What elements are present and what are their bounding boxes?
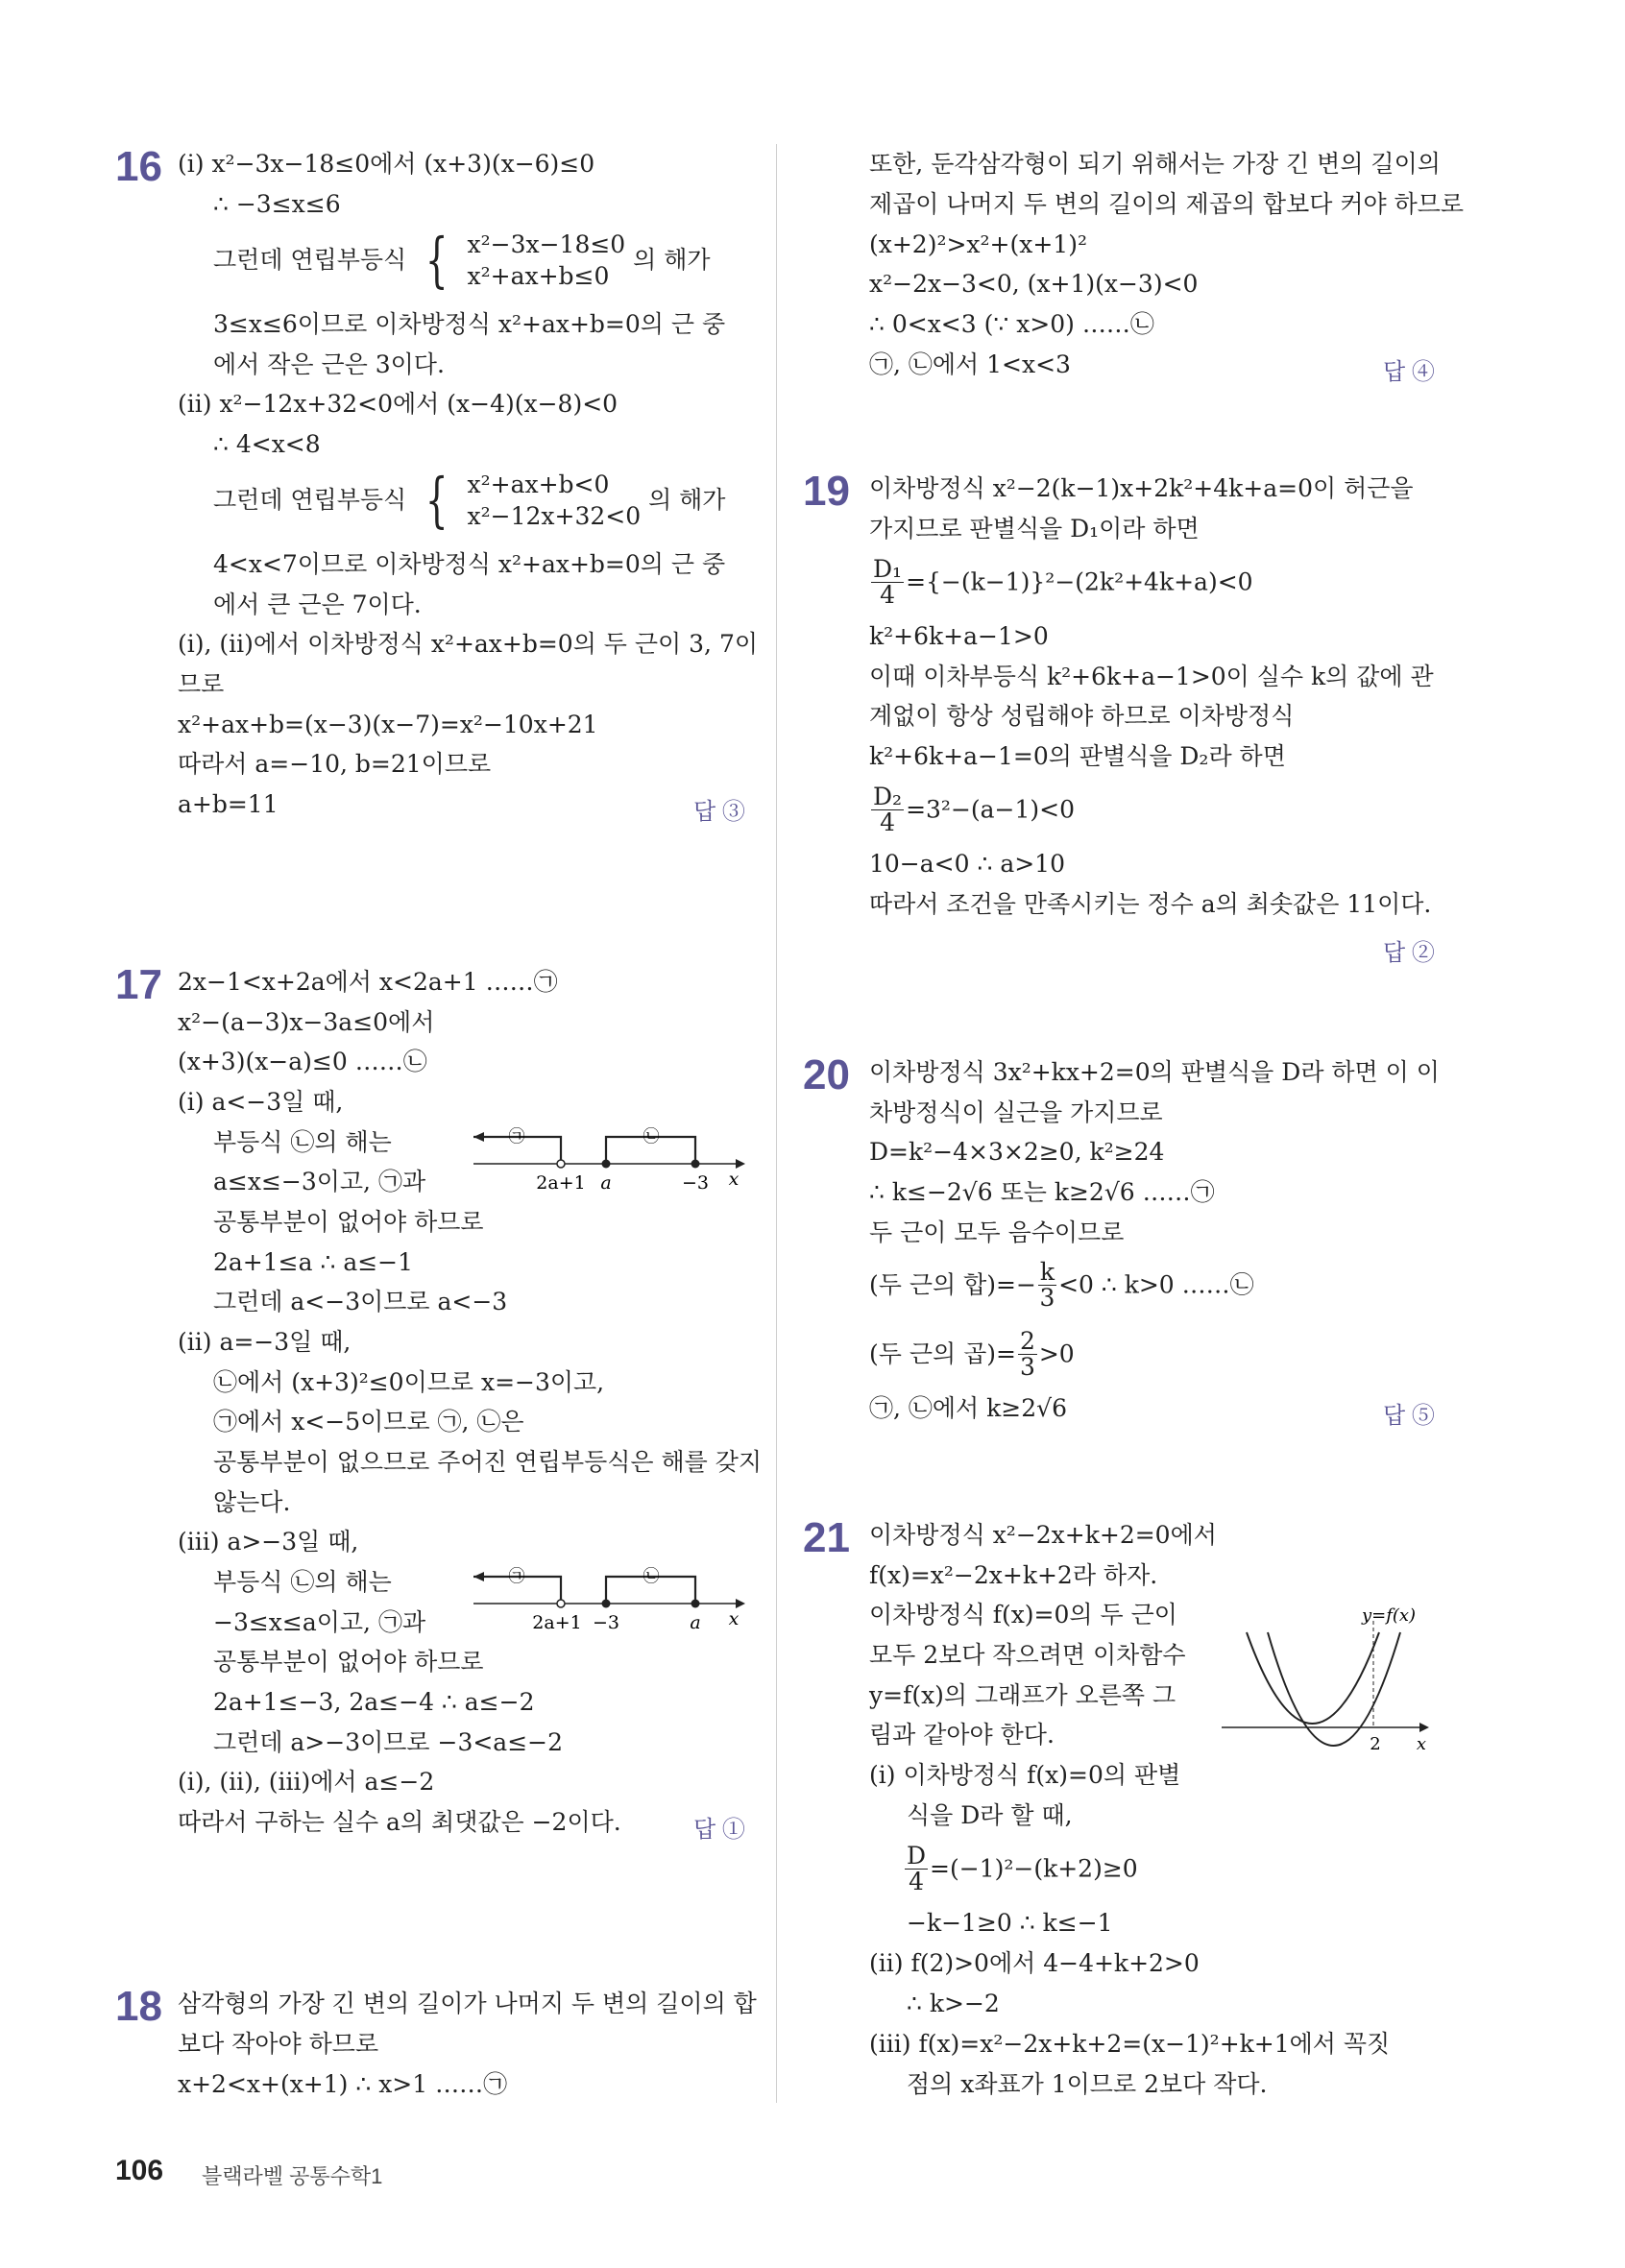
problem-16-line: (ⅰ), (ⅱ)에서 이차방정식 x²+ax+b=0의 두 근이 3, 7이 bbox=[178, 630, 759, 658]
tick-label: a bbox=[600, 1172, 612, 1194]
problem-16-number: 16 bbox=[115, 143, 162, 190]
tick-label: 2 bbox=[1370, 1734, 1381, 1754]
system-row: x²−3x−18≤0 bbox=[467, 230, 626, 258]
page-number: 106 bbox=[115, 2155, 164, 2186]
denominator: 3 bbox=[1039, 1284, 1055, 1312]
problem-16-answer: 답 ③ bbox=[693, 799, 745, 825]
problem-21-line: (ⅲ) f(x)=x²−2x+k+2=(x−1)²+k+1에서 꼭짓 bbox=[869, 2030, 1391, 2058]
numerator: 2 bbox=[1019, 1327, 1035, 1355]
parabola-graph bbox=[1218, 1594, 1439, 1767]
region-2-mark: ㉡ bbox=[643, 1567, 660, 1586]
problem-17-line: a≤x≤−3이고, ㉠과 bbox=[213, 1168, 426, 1195]
problem-20-answer: 답 ⑤ bbox=[1383, 1403, 1435, 1429]
problem-18-line: ∴ 0<x<3 (∵ x>0) ……㉡ bbox=[869, 310, 1154, 338]
problem-16-line: 3≤x≤6이므로 이차방정식 x²+ax+b=0의 근 중 bbox=[213, 310, 726, 338]
tick-label: −3 bbox=[592, 1612, 620, 1633]
region-1-arrow bbox=[473, 1132, 484, 1142]
problem-17-line: 않는다. bbox=[213, 1488, 291, 1516]
problem-19-line: 가지므로 판별식을 D₁이라 하면 bbox=[869, 515, 1200, 543]
numerator: D₂ bbox=[873, 783, 903, 810]
numerator: D bbox=[907, 1842, 927, 1870]
problem-19-line: 이차방정식 x²−2(k−1)x+2k²+4k+a=0이 허근을 bbox=[869, 474, 1414, 502]
region-1-arrow bbox=[473, 1572, 484, 1581]
region-2-mark: ㉡ bbox=[643, 1127, 660, 1146]
problem-16-line: 에서 큰 근은 7이다. bbox=[213, 591, 422, 618]
problem-20-line: ㉠, ㉡에서 k≥2√6 bbox=[869, 1394, 1067, 1422]
problem-19-line: 따라서 조건을 만족시키는 정수 a의 최솟값은 11이다. bbox=[869, 890, 1432, 918]
problem-21-line: (ⅱ) f(2)>0에서 4−4+k+2>0 bbox=[869, 1949, 1200, 1977]
problem-17-line: 공통부분이 없어야 하므로 bbox=[213, 1208, 484, 1236]
problem-18-line: (x+2)²>x²+(x+1)² bbox=[869, 230, 1087, 258]
problem-18-line: x+2<x+(x+1) ∴ x>1 ……㉠ bbox=[178, 2070, 508, 2098]
problem-17-line: 따라서 구하는 실수 a의 최댓값은 −2이다. bbox=[178, 1808, 621, 1836]
problem-16-line: ∴ 4<x<8 bbox=[213, 430, 321, 458]
closed-point bbox=[691, 1160, 700, 1169]
problem-17-line: 2a+1≤−3, 2a≤−4 ∴ a≤−2 bbox=[213, 1688, 535, 1716]
problem-17-line: 2x−1<x+2a에서 x<2a+1 ……㉠ bbox=[178, 968, 558, 996]
text: (두 근의 곱)= bbox=[869, 1339, 1016, 1368]
problem-21-fraction-line bbox=[903, 1844, 1138, 1894]
column-divider bbox=[776, 144, 777, 2103]
text: 의 해가 bbox=[648, 486, 726, 514]
system bbox=[468, 229, 626, 292]
problem-20-number: 20 bbox=[803, 1051, 850, 1098]
problem-17-line: x²−(a−3)x−3a≤0에서 bbox=[178, 1008, 435, 1036]
fraction bbox=[1038, 1260, 1056, 1311]
tick-label: −3 bbox=[681, 1172, 710, 1194]
text: ={−(k−1)}²−(2k²+4k+a)<0 bbox=[906, 567, 1253, 596]
problem-21-number: 21 bbox=[803, 1514, 850, 1561]
problem-16-line: x²+ax+b=(x−3)(x−7)=x²−10x+21 bbox=[178, 711, 598, 738]
problem-21-line: (ⅰ) 이차방정식 f(x)=0의 판별 bbox=[869, 1761, 1181, 1789]
number-line-figure-1 bbox=[469, 1122, 747, 1194]
text: (두 근의 합)=− bbox=[869, 1270, 1036, 1299]
problem-16-system-line bbox=[213, 465, 726, 535]
axis-label: x bbox=[1416, 1734, 1427, 1754]
brace: { bbox=[425, 465, 449, 535]
problem-17-line: −3≤x≤a이고, ㉠과 bbox=[213, 1608, 426, 1636]
text: 그런데 연립부등식 bbox=[213, 246, 407, 274]
text: 그런데 연립부등식 bbox=[213, 486, 407, 514]
problem-17-line: 부등식 ㉡의 해는 bbox=[213, 1568, 392, 1596]
problem-17-line: 공통부분이 없어야 하므로 bbox=[213, 1648, 484, 1676]
problem-16-system-line bbox=[213, 225, 711, 295]
problem-20-fraction-line bbox=[869, 1260, 1254, 1311]
problem-19-line: 계없이 항상 성립해야 하므로 이차방정식 bbox=[869, 702, 1295, 730]
denominator: 3 bbox=[1019, 1353, 1035, 1381]
problem-20-line: 두 근이 모두 음수이므로 bbox=[869, 1218, 1125, 1246]
brace: { bbox=[425, 225, 449, 295]
problem-17-line: 그런데 a>−3이므로 −3<a≤−2 bbox=[213, 1728, 564, 1756]
problem-21-line: 림과 같아야 한다. bbox=[869, 1721, 1055, 1749]
closed-point bbox=[691, 1600, 700, 1608]
tick-label: a bbox=[690, 1612, 701, 1633]
problem-21-line: −k−1≥0 ∴ k≤−1 bbox=[907, 1909, 1113, 1937]
problem-18-answer: 답 ④ bbox=[1383, 359, 1435, 385]
problem-20-line: ∴ k≤−2√6 또는 k≥2√6 ……㉠ bbox=[869, 1178, 1215, 1206]
region-1-mark: ㉠ bbox=[508, 1567, 525, 1586]
problem-18-number: 18 bbox=[115, 1983, 162, 2030]
denominator: 4 bbox=[880, 581, 895, 609]
axis-arrow bbox=[736, 1159, 745, 1169]
axis-label: x bbox=[728, 1608, 740, 1629]
text: =(−1)²−(k+2)≥0 bbox=[930, 1854, 1138, 1883]
problem-21-line: 이차방정식 f(x)=0의 두 근이 bbox=[869, 1601, 1177, 1629]
problem-17-number: 17 bbox=[115, 961, 162, 1008]
curve-label: y=f(x) bbox=[1361, 1605, 1417, 1626]
tick-label: 2a+1 bbox=[536, 1172, 586, 1194]
text: <0 ∴ k>0 ……㉡ bbox=[1058, 1270, 1254, 1299]
problem-19-line: k²+6k+a−1=0의 판별식을 D₂라 하면 bbox=[869, 742, 1286, 770]
problem-17-line: (ⅰ) a<−3일 때, bbox=[178, 1088, 344, 1116]
book-title: 블랙라벨 공통수학1 bbox=[202, 2164, 383, 2188]
problem-17-line: (ⅱ) a=−3일 때, bbox=[178, 1328, 352, 1356]
parabola-curve bbox=[1247, 1632, 1379, 1724]
problem-21-line: 점의 x좌표가 1이므로 2보다 작다. bbox=[907, 2070, 1268, 2098]
problem-16-line: 4<x<7이므로 이차방정식 x²+ax+b=0의 근 중 bbox=[213, 550, 726, 578]
open-point bbox=[557, 1600, 565, 1607]
text: 의 해가 bbox=[633, 246, 711, 274]
problem-17-line: ㉠에서 x<−5이므로 ㉠, ㉡은 bbox=[213, 1408, 524, 1436]
axis-arrow bbox=[736, 1599, 745, 1608]
text: =3²−(a−1)<0 bbox=[906, 795, 1076, 824]
problem-19-number: 19 bbox=[803, 468, 850, 515]
problem-16-line: 에서 작은 근은 3이다. bbox=[213, 350, 445, 378]
problem-18-line: ㉠, ㉡에서 1<x<3 bbox=[869, 350, 1071, 378]
problem-19-line: k²+6k+a−1>0 bbox=[869, 622, 1049, 650]
system-row: x²+ax+b≤0 bbox=[467, 262, 610, 290]
denominator: 4 bbox=[909, 1868, 924, 1895]
problem-19-answer: 답 ② bbox=[1383, 940, 1435, 966]
system bbox=[468, 469, 642, 532]
problem-17-line: (ⅲ) a>−3일 때, bbox=[178, 1528, 359, 1556]
x-axis-arrow bbox=[1419, 1723, 1429, 1732]
problem-21-line: 모두 2보다 작으려면 이차함수 bbox=[869, 1641, 1186, 1669]
numerator: k bbox=[1039, 1258, 1055, 1286]
problem-17-line: 2a+1≤a ∴ a≤−1 bbox=[213, 1248, 414, 1276]
closed-point bbox=[602, 1600, 611, 1608]
region-1-mark: ㉠ bbox=[508, 1127, 525, 1146]
problem-16-line: (ⅱ) x²−12x+32<0에서 (x−4)(x−8)<0 bbox=[178, 390, 618, 418]
problem-17-line: ㉡에서 (x+3)²≤0이므로 x=−3이고, bbox=[213, 1368, 605, 1396]
parabola-curve bbox=[1268, 1632, 1400, 1746]
problem-18-line: x²−2x−3<0, (x+1)(x−3)<0 bbox=[869, 270, 1199, 298]
system-row: x²−12x+32<0 bbox=[467, 502, 642, 530]
text: >0 bbox=[1038, 1339, 1075, 1368]
problem-16-line: a+b=11 bbox=[178, 790, 279, 818]
problem-21-line: ∴ k>−2 bbox=[907, 1990, 1000, 2017]
problem-21-line: f(x)=x²−2x+k+2라 하자. bbox=[869, 1561, 1158, 1589]
problem-17-line: (ⅰ), (ⅱ), (ⅲ)에서 a≤−2 bbox=[178, 1768, 435, 1796]
tick-label: 2a+1 bbox=[532, 1612, 582, 1633]
problem-19-fraction-line bbox=[869, 784, 1075, 835]
problem-17-line: (x+3)(x−a)≤0 ……㉡ bbox=[178, 1048, 427, 1075]
problem-19-line: 이때 이차부등식 k²+6k+a−1>0이 실수 k의 값에 관 bbox=[869, 663, 1434, 690]
fraction bbox=[871, 784, 904, 835]
problem-16-line: 므로 bbox=[178, 670, 225, 698]
problem-18-line: 제곱이 나머지 두 변의 길이의 제곱의 합보다 커야 하므로 bbox=[869, 190, 1465, 218]
denominator: 4 bbox=[880, 808, 895, 836]
axis-label: x bbox=[728, 1169, 740, 1190]
problem-17-answer: 답 ① bbox=[693, 1817, 745, 1843]
problem-20-line: 차방정식이 실근을 가지므로 bbox=[869, 1098, 1163, 1126]
problem-18-line: 또한, 둔각삼각형이 되기 위해서는 가장 긴 변의 길이의 bbox=[869, 150, 1441, 178]
number-line-figure-2 bbox=[469, 1561, 747, 1634]
problem-17-line: 공통부분이 없으므로 주어진 연립부등식은 해를 갖지 bbox=[213, 1448, 763, 1476]
problem-20-line: 이차방정식 3x²+kx+2=0의 판별식을 D라 하면 이 이 bbox=[869, 1058, 1440, 1086]
problem-19-fraction-line bbox=[869, 557, 1253, 608]
problem-20-line: D=k²−4×3×2≥0, k²≥24 bbox=[869, 1138, 1165, 1166]
problem-16-line: 따라서 a=−10, b=21이므로 bbox=[178, 750, 492, 778]
problem-21-line: 식을 D라 할 때, bbox=[907, 1801, 1073, 1829]
problem-16-line: (ⅰ) x²−3x−18≤0에서 (x+3)(x−6)≤0 bbox=[178, 150, 595, 178]
problem-21-line: 이차방정식 x²−2x+k+2=0에서 bbox=[869, 1521, 1217, 1549]
problem-16-line: ∴ −3≤x≤6 bbox=[213, 190, 341, 218]
problem-19-line: 10−a<0 ∴ a>10 bbox=[869, 850, 1065, 878]
problem-18-line: 삼각형의 가장 긴 변의 길이가 나머지 두 변의 길이의 합 bbox=[178, 1990, 757, 2017]
open-point bbox=[557, 1160, 565, 1168]
problem-18-line: 보다 작아야 하므로 bbox=[178, 2030, 379, 2058]
closed-point bbox=[602, 1160, 611, 1169]
problem-20-fraction-line bbox=[869, 1329, 1075, 1380]
problem-17-line: 부등식 ㉡의 해는 bbox=[213, 1128, 392, 1156]
problem-17-line: 그런데 a<−3이므로 a<−3 bbox=[213, 1288, 508, 1315]
numerator: D₁ bbox=[873, 555, 903, 583]
fraction bbox=[1018, 1329, 1037, 1380]
fraction bbox=[905, 1844, 928, 1894]
problem-21-line: y=f(x)의 그래프가 오른쪽 그 bbox=[869, 1681, 1176, 1709]
system-row: x²+ax+b<0 bbox=[467, 470, 610, 498]
fraction bbox=[871, 557, 904, 608]
